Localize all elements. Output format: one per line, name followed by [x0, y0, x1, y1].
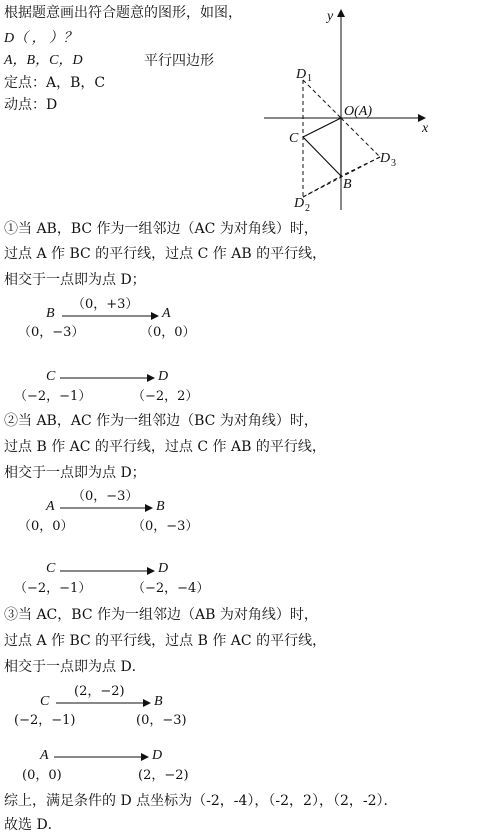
point-d1-sub: 1 — [307, 73, 312, 84]
intro-line1: 根据题意画出符合题意的图形，如图， — [4, 5, 242, 21]
case1-m1-to: A — [162, 306, 171, 321]
intro-fixed-points: 定点：A，B，C — [4, 75, 106, 91]
case1-m2-to: D — [158, 369, 169, 384]
point-d2-label: D — [294, 196, 305, 211]
case2-m2-from: C — [46, 561, 56, 576]
y-axis-label: y — [327, 9, 334, 24]
segment-bc — [303, 137, 341, 176]
case1-m1-shift: （0，+3） — [72, 297, 139, 312]
dashed-d1-a — [303, 80, 341, 118]
case1-m2-from-coord: （−2，−1） — [14, 389, 92, 404]
point-d2-sub: 2 — [305, 203, 310, 214]
case3-m1-from: C — [40, 694, 50, 709]
case3-m1-to-coord: (0，−3) — [136, 713, 187, 728]
case1-line2: 过点 A 作 BC 的平行线，过点 C 作 AB 的平行线， — [4, 246, 327, 262]
point-c-label: C — [289, 131, 299, 146]
intro-points: A，B，C，D — [4, 53, 83, 68]
case3-m1-from-coord: (−2，−1) — [14, 713, 76, 728]
case3-m2-to-coord: (2，−2) — [138, 768, 189, 783]
case2-line1: ②当 AB，AC 作为一组邻边（BC 为对角线）时， — [4, 413, 318, 429]
case1-m2-to-coord: （−2，2） — [132, 389, 199, 404]
case2-m1-from-coord: （0，0） — [18, 519, 74, 534]
dashed-d3-b — [341, 157, 380, 176]
point-b-label: B — [343, 177, 352, 192]
case2-m2-to-coord: （−2，−4） — [132, 581, 210, 596]
intro-moving-point: 动点：D — [4, 97, 58, 113]
point-d1-label: D — [296, 67, 307, 82]
case3-m1-shift: (2，−2) — [74, 684, 125, 699]
case2-line2: 过点 B 作 AC 的平行线，过点 C 作 AB 的平行线， — [4, 439, 326, 455]
case1-line1: ①当 AB，BC 作为一组邻边（AC 为对角线）时， — [4, 221, 318, 237]
case2-m1-to: B — [156, 499, 165, 514]
point-d3-label: D — [380, 151, 391, 166]
case3-m2-to: D — [152, 748, 163, 763]
intro-question: D（ ， ）？ — [4, 31, 78, 46]
intro-shape: 平行四边形 — [144, 53, 214, 69]
case3-m1-to: B — [154, 694, 163, 709]
case2-m2-to: D — [158, 561, 169, 576]
segment-ca — [303, 118, 341, 137]
case2-m1-shift: （0，−3） — [72, 489, 139, 504]
case1-m2-from: C — [46, 369, 56, 384]
case2-line3: 相交于一点即为点 D； — [4, 465, 146, 481]
case3-m2-from-coord: (0，0) — [22, 768, 62, 783]
case1-line3: 相交于一点即为点 D； — [4, 272, 146, 288]
case1-m1-from: B — [46, 306, 55, 321]
point-d3-sub: 3 — [391, 158, 396, 169]
case3-line3: 相交于一点即为点 D． — [4, 659, 146, 675]
origin-label: O(A) — [344, 104, 372, 119]
dashed-a-d3 — [341, 118, 380, 157]
case3-line1: ③当 AC，BC 作为一组邻边（AB 为对角线）时， — [4, 607, 318, 623]
conclusion-line2: 故选 D． — [4, 817, 62, 833]
case1-m1-to-coord: （0，0） — [140, 325, 196, 340]
case1-m1-from-coord: （0，−3） — [18, 325, 85, 340]
x-axis-label: x — [422, 121, 429, 136]
case3-line2: 过点 A 作 BC 的平行线，过点 B 作 AC 的平行线， — [4, 633, 327, 649]
case3-m2-from: A — [40, 748, 49, 763]
case2-m2-from-coord: （−2，−1） — [14, 581, 92, 596]
case2-m1-from: A — [46, 499, 55, 514]
conclusion-line1: 综上，满足条件的 D 点坐标为（-2，-4），（-2，2），（2，-2）． — [4, 793, 398, 809]
case2-m1-to-coord: （0，−3） — [132, 519, 199, 534]
